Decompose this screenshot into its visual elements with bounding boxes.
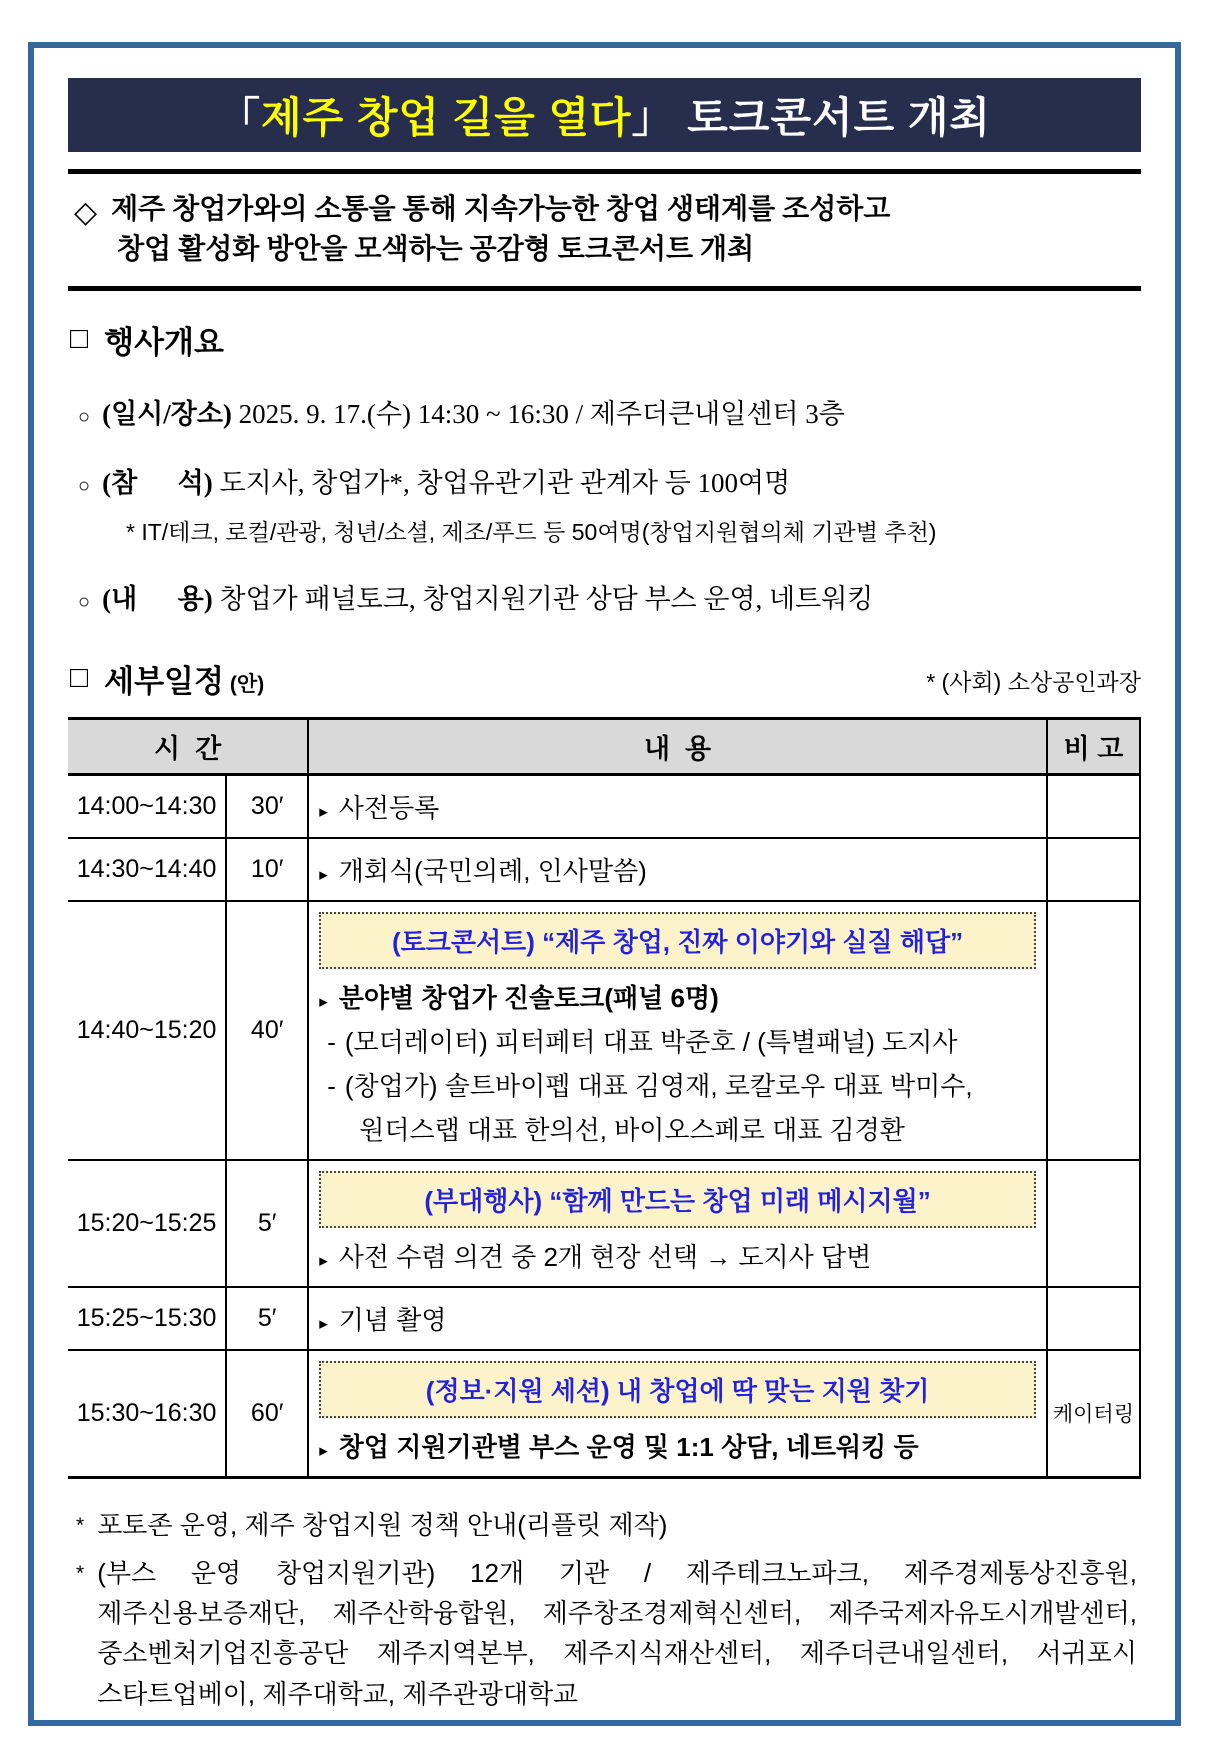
table-row bbox=[68, 901, 1140, 1160]
circle-marker-icon: ○ bbox=[78, 590, 91, 613]
content-line bbox=[319, 851, 1036, 888]
triangle-bullet-icon: ▸ bbox=[319, 864, 328, 884]
table-row bbox=[68, 1160, 1140, 1287]
row-time: 15:25~15:30 bbox=[68, 1287, 226, 1350]
schedule-section-heading bbox=[68, 656, 1141, 701]
host-note: * (사회) 소상공인과장 bbox=[926, 668, 1141, 695]
header-content: 내 용 bbox=[308, 718, 1047, 774]
content-line bbox=[319, 1110, 1036, 1147]
row-time: 14:30~14:40 bbox=[68, 838, 226, 901]
page-border-frame bbox=[28, 42, 1181, 1726]
row-time: 15:20~15:25 bbox=[68, 1160, 226, 1287]
highlight-text: (정보·지원 세션) 내 창업에 딱 맞는 지원 찾기 bbox=[425, 1375, 930, 1406]
dash-marker: - bbox=[327, 1026, 336, 1057]
circle-marker-icon: ○ bbox=[78, 405, 91, 428]
row-note bbox=[1047, 838, 1140, 901]
item-text: 2025. 9. 17.(수) 14:30 ~ 16:30 / 제주더큰내일센터 3층 bbox=[238, 398, 845, 429]
row-content bbox=[308, 1160, 1047, 1287]
highlight-text: (부대행사) “함께 만드는 창업 미래 메시지월” bbox=[424, 1185, 931, 1216]
row-time: 15:30~16:30 bbox=[68, 1350, 226, 1478]
row-duration: 10′ bbox=[226, 838, 308, 901]
title-highlight: 제주 창업 길을 열다 bbox=[261, 94, 632, 141]
triangle-bullet-icon: ▸ bbox=[319, 1250, 328, 1270]
title-rest: 토크콘서트 개최 bbox=[674, 94, 991, 141]
list-item bbox=[78, 461, 1141, 500]
line-text: 개회식(국민의례, 인사말씀) bbox=[338, 855, 647, 886]
summary-line-2: 창업 활성화 방안을 모색하는 공감형 토크콘서트 개최 bbox=[117, 233, 755, 265]
highlight-text: (토크콘서트) “제주 창업, 진짜 이야기와 실질 해답” bbox=[392, 926, 964, 957]
line-text: 기념 촬영 bbox=[338, 1304, 447, 1335]
schedule-title-suffix: (안) bbox=[229, 672, 265, 696]
table-row bbox=[68, 1287, 1140, 1350]
row-note bbox=[1047, 1160, 1140, 1287]
row-duration: 40′ bbox=[226, 901, 308, 1160]
triangle-bullet-icon: ▸ bbox=[319, 801, 328, 821]
horizontal-rule bbox=[68, 286, 1141, 291]
row-duration: 30′ bbox=[226, 774, 308, 838]
content-line bbox=[319, 978, 1036, 1015]
item-label: (일시/장소) bbox=[102, 398, 232, 429]
line-text: 사전 수렴 의견 중 2개 현장 선택 → 도지사 답변 bbox=[338, 1241, 872, 1272]
schedule-title: 세부일정 bbox=[104, 663, 224, 699]
content-line bbox=[319, 1237, 1036, 1274]
row-note bbox=[1047, 901, 1140, 1160]
line-text: 창업 지원기관별 부스 운영 및 1:1 상담, 네트워킹 등 bbox=[338, 1431, 919, 1462]
table-header-row bbox=[68, 718, 1140, 774]
content-line bbox=[319, 1300, 1036, 1337]
item-label: (참 석) bbox=[102, 467, 213, 498]
square-marker-icon: □ bbox=[70, 322, 89, 355]
overview-list bbox=[68, 392, 1141, 616]
row-time: 14:00~14:30 bbox=[68, 774, 226, 838]
line-text: 사전등록 bbox=[338, 792, 440, 823]
asterisk-marker: * bbox=[76, 1513, 85, 1537]
dash-marker: - bbox=[327, 1070, 336, 1101]
line-text: (모더레이터) 피터페터 대표 박준호 / (특별패널) 도지사 bbox=[344, 1026, 958, 1057]
row-content bbox=[308, 1350, 1047, 1478]
item-text: 도지사, 창업가*, 창업유관기관 관계자 등 100여명 bbox=[219, 467, 791, 498]
circle-marker-icon: ○ bbox=[78, 474, 91, 497]
line-text: 분야별 창업가 진솔토크(패널 6명) bbox=[338, 982, 719, 1013]
title-banner bbox=[68, 78, 1141, 152]
square-marker-icon: □ bbox=[70, 661, 89, 694]
row-duration: 5′ bbox=[226, 1287, 308, 1350]
table-row bbox=[68, 838, 1140, 901]
row-note: 케이터링 bbox=[1047, 1350, 1140, 1478]
row-time: 14:40~15:20 bbox=[68, 901, 226, 1160]
title-open-bracket: 「 bbox=[218, 94, 262, 141]
line-text: 원더스랩 대표 한의선, 바이오스페로 대표 김경환 bbox=[359, 1114, 905, 1145]
item-text: 창업가 패널토크, 창업지원기관 상담 부스 운영, 네트워킹 bbox=[219, 583, 874, 614]
overview-section-heading bbox=[70, 317, 1141, 362]
summary-line-1: 제주 창업가와의 소통을 통해 지속가능한 창업 생태계를 조성하고 bbox=[111, 194, 891, 225]
schedule-table bbox=[68, 717, 1141, 1479]
line-text: (창업가) 솔트바이펩 대표 김영재, 로칼로우 대표 박미수, bbox=[344, 1070, 973, 1101]
triangle-bullet-icon: ▸ bbox=[319, 1440, 328, 1460]
horizontal-rule bbox=[68, 169, 1141, 174]
footnote-photozone bbox=[76, 1505, 1137, 1545]
summary-block bbox=[68, 186, 1141, 276]
item-label: (내 용) bbox=[102, 583, 213, 614]
overview-title: 행사개요 bbox=[104, 324, 224, 360]
list-item bbox=[78, 577, 1141, 616]
footnote-booth-orgs bbox=[76, 1553, 1137, 1714]
row-content bbox=[308, 1287, 1047, 1350]
content-line bbox=[319, 1427, 1036, 1464]
triangle-bullet-icon: ▸ bbox=[319, 1313, 328, 1333]
header-note: 비 고 bbox=[1047, 718, 1140, 774]
row-content bbox=[308, 774, 1047, 838]
page-content bbox=[34, 48, 1175, 1714]
header-time: 시 간 bbox=[68, 718, 308, 774]
row-content bbox=[308, 838, 1047, 901]
row-content bbox=[308, 901, 1047, 1160]
asterisk-marker: * bbox=[76, 1561, 85, 1585]
schedule-title-row bbox=[70, 656, 264, 701]
content-line bbox=[319, 788, 1036, 825]
summary-text bbox=[111, 190, 890, 270]
talk-concert-highlight-box bbox=[319, 912, 1036, 969]
info-session-highlight-box bbox=[319, 1361, 1036, 1418]
footnotes bbox=[76, 1505, 1137, 1714]
footnote-text: (부스 운영 창업지원기관) 12개 기관 / 제주테크노파크, 제주경제통상진흥원, 제주신용보증재단, 제주산학융합원, 제주창조경제혁신센터, 제주국제자유도시개발센터, 중소벤처기업진흥공단 제주지역본부, 제주지식재산센터, 제주더큰내일센터, 서귀포시 스타트업베이, 제주대학교, 제주관광대학교 bbox=[97, 1557, 1137, 1709]
triangle-bullet-icon: ▸ bbox=[319, 991, 328, 1011]
list-item bbox=[78, 392, 1141, 431]
row-note bbox=[1047, 774, 1140, 838]
table-row bbox=[68, 774, 1140, 838]
row-duration: 60′ bbox=[226, 1350, 308, 1478]
table-row bbox=[68, 1350, 1140, 1478]
side-event-highlight-box bbox=[319, 1171, 1036, 1228]
diamond-marker-icon: ◇ bbox=[74, 196, 98, 229]
footnote-text: 포토존 운영, 제주 창업지원 정책 안내(리플릿 제작) bbox=[97, 1509, 668, 1540]
content-line bbox=[319, 1066, 1036, 1103]
row-duration: 5′ bbox=[226, 1160, 308, 1287]
title-close-bracket: 」 bbox=[631, 94, 675, 141]
row-note bbox=[1047, 1287, 1140, 1350]
content-line bbox=[319, 1022, 1036, 1059]
participants-footnote: * IT/테크, 로컬/관광, 청년/소셜, 제조/푸드 등 50여명(창업지원협의체 기관별 추천) bbox=[126, 518, 937, 545]
